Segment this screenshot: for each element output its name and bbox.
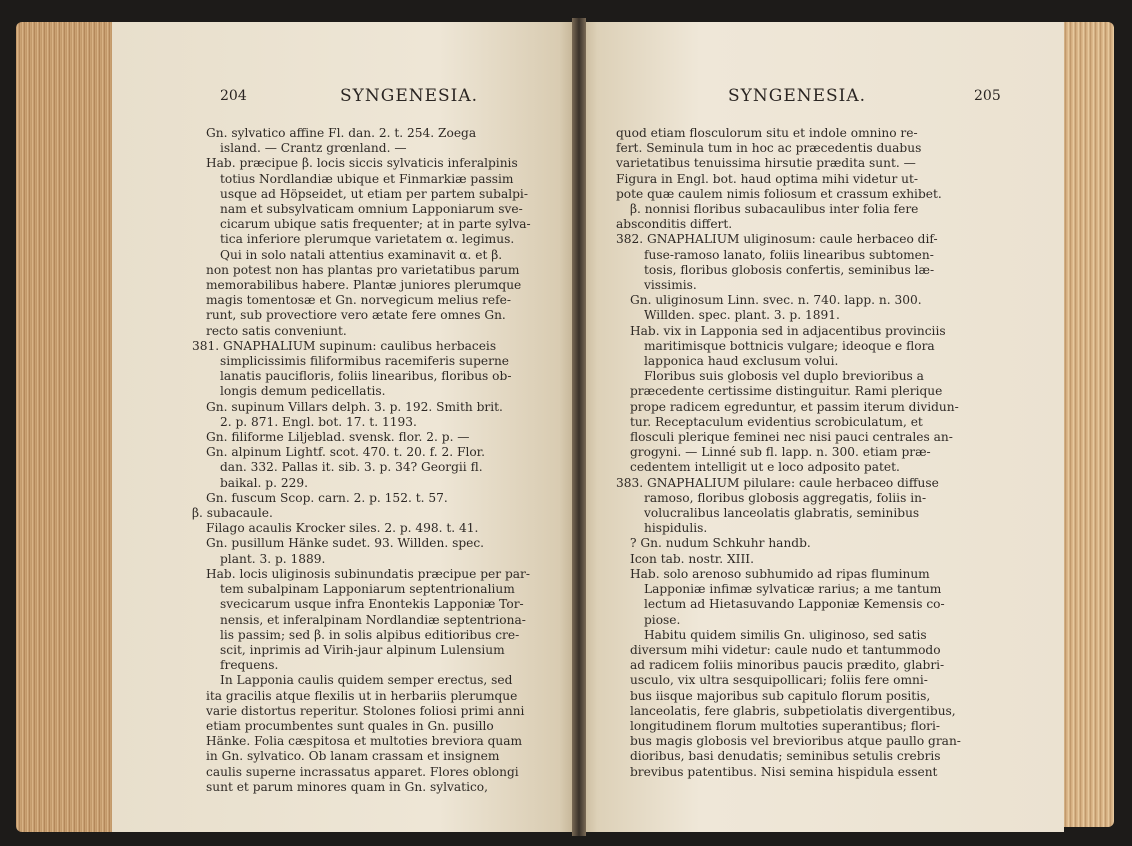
text-line: Hab. locis uliginosis subinundatis præcipue per par- <box>206 566 530 581</box>
text-line: 383. GNAPHALIUM pilulare: caule herbaceo diffuse <box>616 475 939 490</box>
right-page <box>578 22 1064 832</box>
right-page-edges <box>1062 22 1114 827</box>
text-line: ? Gn. nudum Schkuhr handb. <box>630 536 811 551</box>
right-page-text <box>616 126 1036 780</box>
text-line: svecicarum usque infra Enontekis Lapponiæ Tor- <box>220 597 524 612</box>
running-head-right: SYNGENESIA. <box>728 86 867 106</box>
text-line: baikal. p. 229. <box>220 475 308 490</box>
text-line: pote quæ caulem nimis foliosum et crassum exhibet. <box>616 186 942 201</box>
book-gutter <box>572 18 586 836</box>
text-line: tosis, floribus globosis confertis, seminibus læ- <box>644 262 935 277</box>
text-line: tem subalpinam Lapponiarum septentrionalium <box>220 582 515 597</box>
text-line: Hab. præcipue β. locis siccis sylvaticis inferalpinis <box>206 156 518 171</box>
text-line: longitudinem florum multoties superantibus; flori- <box>630 718 941 733</box>
text-line: quod etiam flosculorum situ et indole omnino re- <box>616 126 918 140</box>
text-line: Floribus suis globosis vel duplo brevioribus a <box>644 369 924 384</box>
text-line: flosculi plerique feminei nec nisi pauci centrales an- <box>630 430 953 445</box>
text-line: scit, inprimis ad Virih-jaur alpinum Lulensium <box>220 642 505 657</box>
text-line: præcedente certissime distinguitur. Rami plerique <box>630 384 943 399</box>
text-line: prope radicem egreduntur, et passim iterum dividun- <box>630 399 959 414</box>
left-page-edges <box>16 22 116 832</box>
text-line: 2. p. 871. Engl. bot. 17. t. 1193. <box>220 414 417 429</box>
running-head-left: SYNGENESIA. <box>340 86 479 106</box>
text-line: etiam procumbentes sunt quales in Gn. pusillo <box>206 718 494 733</box>
text-line: 382. GNAPHALIUM uliginosum: caule herbaceo dif- <box>616 232 938 247</box>
text-line: varietatibus tenuissima hirsutie prædita sunt. — <box>616 156 916 171</box>
text-line: Filago acaulis Krocker siles. 2. p. 498. t. 41. <box>206 521 479 536</box>
text-line: piose. <box>644 612 681 627</box>
text-line: longis demum pedicellatis. <box>220 384 386 399</box>
text-line: recto satis conveniunt. <box>206 323 347 338</box>
left-page <box>112 22 578 832</box>
text-line: Qui in solo natali attentius examinavit α. et β. <box>220 247 503 262</box>
text-line: volucralibus lanceolatis glabratis, seminibus <box>644 506 920 521</box>
text-line: sunt et parum minores quam in Gn. sylvatico, <box>206 779 489 794</box>
text-line: Hab. solo arenoso subhumido ad ripas fluminum <box>630 566 930 581</box>
text-line: maritimisque bottnicis vulgare; ideoque e flora <box>644 338 935 353</box>
text-line: Figura in Engl. bot. haud optima mihi videtur ut- <box>616 171 919 186</box>
text-line: Gn. filiforme Liljeblad. svensk. flor. 2. p. — <box>206 430 470 445</box>
text-line: island. — Crantz grœnland. — <box>220 141 407 156</box>
text-line: simplicissimis filiformibus racemiferis superne <box>220 354 510 369</box>
text-line: bus magis globosis vel brevioribus atque paullo gran- <box>630 734 961 749</box>
text-line: diversum mihi videtur: caule nudo et tantummodo <box>630 642 941 657</box>
text-line: absconditis differt. <box>616 217 733 232</box>
text-line: Hab. vix in Lapponia sed in adjacentibus provinciis <box>630 323 946 338</box>
text-line: tur. Receptaculum evidentius scrobiculatum, et <box>630 414 923 429</box>
text-line: vissimis. <box>644 278 697 293</box>
text-line: β. subacaule. <box>192 506 273 521</box>
text-line: lectum ad Hietasuvando Lapponiæ Kemensis co- <box>644 597 945 612</box>
text-line: β. nonnisi floribus subacaulibus inter folia fere <box>630 202 919 217</box>
text-line: usculo, vix ultra sesquipollicari; foliis fere omni- <box>630 673 928 688</box>
text-line: hispidulis. <box>644 521 708 536</box>
text-line: Gn. fuscum Scop. carn. 2. p. 152. t. 57. <box>206 490 448 505</box>
text-line: nensis, et inferalpinam Nordlandiæ septentriona- <box>220 612 526 627</box>
text-line: dan. 332. Pallas it. sib. 3. p. 34? Georgii fl. <box>220 460 483 475</box>
text-line: Gn. uliginosum Linn. svec. n. 740. lapp. n. 300. <box>630 293 922 308</box>
text-line: fuse-ramoso lanato, foliis linearibus subtomen- <box>644 247 934 262</box>
text-line: totius Nordlandiæ ubique et Finmarkiæ passim <box>220 171 514 186</box>
text-line: Gn. sylvatico affine Fl. dan. 2. t. 254. Zoega <box>206 126 477 140</box>
text-line: Lapponiæ infimæ sylvaticæ rarius; a me tantum <box>644 582 942 597</box>
text-line: fert. Seminula tum in hoc ac præcedentis duabus <box>616 141 922 156</box>
text-line: magis tomentosæ et Gn. norvegicum melius refe- <box>206 293 511 308</box>
text-line: ad radicem foliis minoribus paucis prædito, glabri- <box>630 658 945 673</box>
text-line: Willden. spec. plant. 3. p. 1891. <box>644 308 840 323</box>
text-line: nam et subsylvaticam omnium Lapponiarum sve- <box>220 202 523 217</box>
text-line: lanatis paucifloris, foliis linearibus, floribus ob- <box>220 369 512 384</box>
text-line: dioribus, basi denudatis; seminibus setulis crebris <box>630 749 941 764</box>
text-line: Icon tab. nostr. XIII. <box>630 551 754 566</box>
text-line: Habitu quidem similis Gn. uliginoso, sed satis <box>644 627 927 642</box>
text-line: tica inferiore plerumque varietatem α. legimus. <box>220 232 515 247</box>
page-number-left: 204 <box>220 88 247 104</box>
text-line: lapponica haud exclusum volui. <box>644 354 839 369</box>
text-line: in Gn. sylvatico. Ob lanam crassam et insignem <box>206 749 500 764</box>
text-line: Gn. alpinum Lightf. scot. 470. t. 20. f. 2. Flor. <box>206 445 486 460</box>
text-line: grogyni. — Linné sub fl. lapp. n. 300. etiam præ- <box>630 445 931 460</box>
text-line: varie distortus reperitur. Stolones foliosi primi anni <box>206 703 525 718</box>
text-line: memorabilibus habere. Plantæ juniores plerumque <box>206 278 522 293</box>
text-line: ita gracilis atque flexilis ut in herbariis plerumque <box>206 688 518 703</box>
text-line: bus iisque majoribus sub capitulo florum positis, <box>630 688 931 703</box>
text-line: 381. GNAPHALIUM supinum: caulibus herbaceis <box>192 338 497 353</box>
text-line: lanceolatis, fere glabris, subpetiolatis divergentibus, <box>630 703 956 718</box>
text-line: plant. 3. p. 1889. <box>220 551 326 566</box>
text-line: cicarum ubique satis frequenter; at in parte sylva- <box>220 217 531 232</box>
text-line: usque ad Höpseidet, ut etiam per partem subalpi- <box>220 186 528 201</box>
text-line: lis passim; sed β. in solis alpibus editioribus cre- <box>220 627 520 642</box>
text-line: cedentem intelligit ut e loco adposito patet. <box>630 460 900 475</box>
text-line: runt, sub provectiore vero ætate fere omnes Gn. <box>206 308 506 323</box>
text-line: non potest non has plantas pro varietatibus parum <box>206 262 520 277</box>
left-page-text <box>192 126 564 795</box>
text-line: caulis superne incrassatus apparet. Flores oblongi <box>206 764 519 779</box>
page-number-right: 205 <box>974 88 1001 104</box>
text-line: Gn. supinum Villars delph. 3. p. 192. Smith brit. <box>206 399 503 414</box>
text-line: Hänke. Folia cæspitosa et multoties breviora quam <box>206 734 523 749</box>
text-line: Gn. pusillum Hänke sudet. 93. Willden. spec. <box>206 536 485 551</box>
text-line: frequens. <box>220 658 279 673</box>
text-line: ramoso, floribus globosis aggregatis, foliis in- <box>644 490 927 505</box>
text-line: brevibus patentibus. Nisi semina hispidula essent <box>630 764 938 779</box>
text-line: In Lapponia caulis quidem semper erectus, sed <box>220 673 513 688</box>
